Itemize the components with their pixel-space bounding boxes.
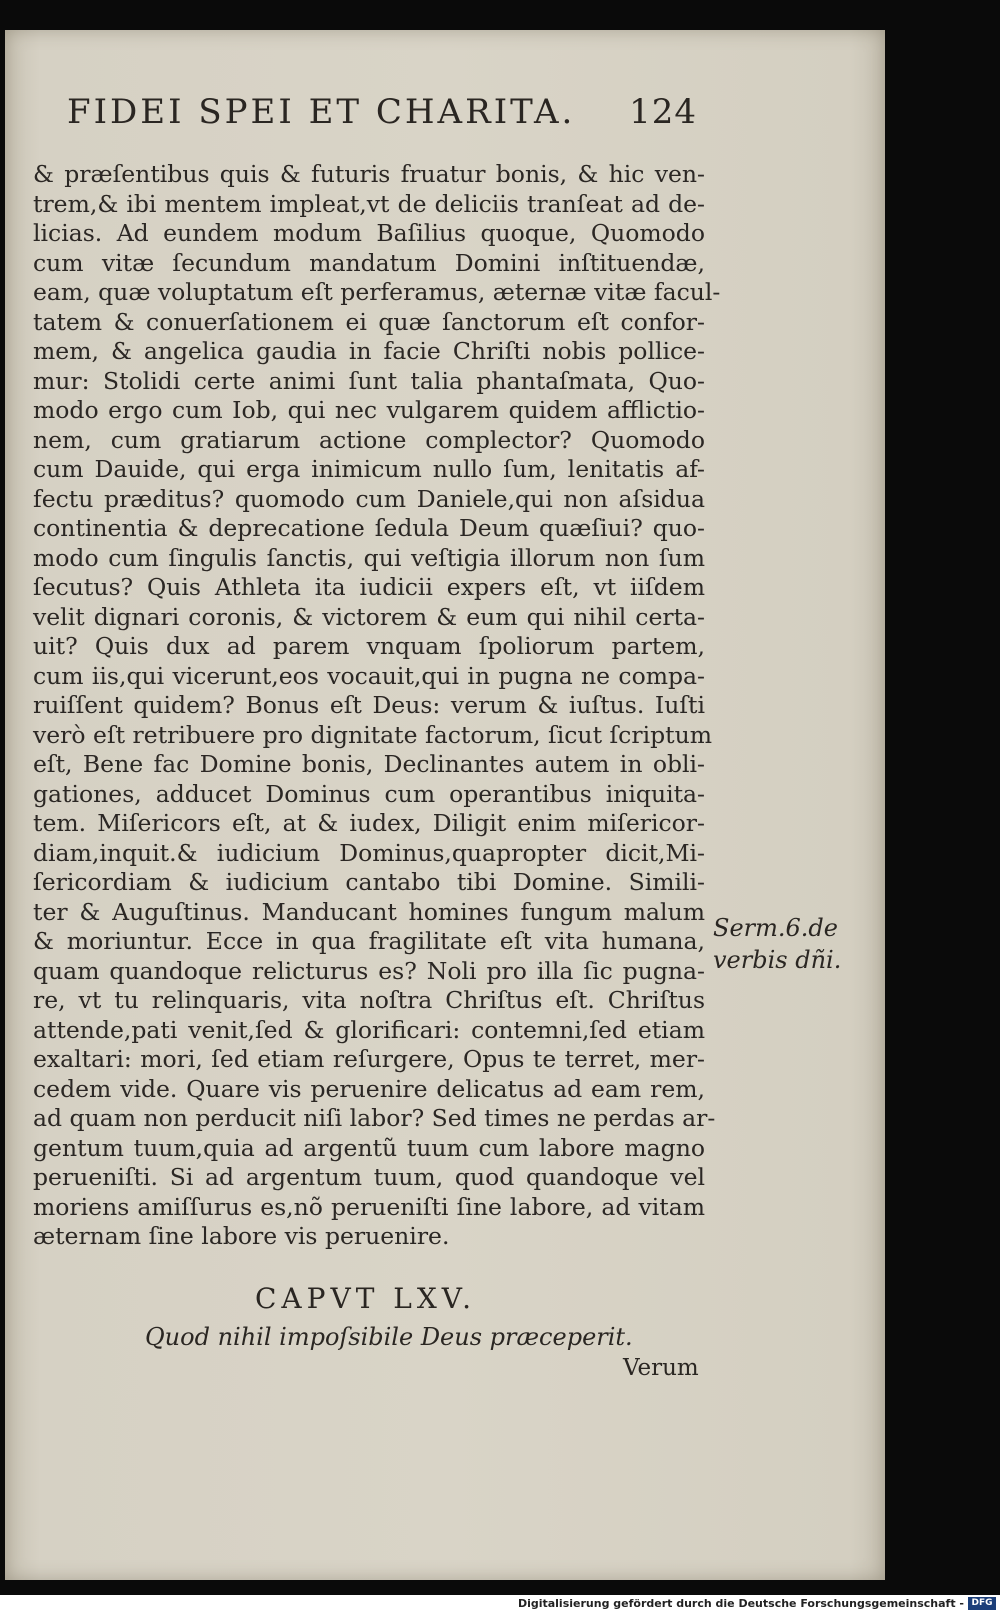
- funding-notice: Digitalisierung gefördert durch die Deutsche Forschungsgemeinschaft -: [517, 1597, 964, 1610]
- text-line: cedem vide. Quare vis peruenire delicatus ad eam rem,: [33, 1074, 705, 1103]
- dfg-logo: DFG: [968, 1597, 996, 1610]
- text-line: gentum tuum,quia ad argentũ tuum cum labore magno: [33, 1133, 705, 1162]
- text-line: ruiſſent quidem? Bonus eſt Deus: verum & iuſtus. Iuſti: [33, 691, 705, 719]
- text-line: mem, & angelica gaudia in facie Chriſti nobis pollice-: [33, 337, 705, 365]
- text-line: ter & Auguſtinus. Manducant homines fungum malum: [33, 897, 705, 926]
- text-line: æternam ſine labore vis peruenire.: [33, 1222, 450, 1250]
- text-line: & moriuntur. Ecce in qua fragilitate eſt vita humana,: [33, 927, 705, 955]
- text-line: velit dignari coronis, & victorem & eum qui nihil certa-: [33, 602, 705, 631]
- text-line: & præſentibus quis & futuris fruatur bonis, & hic ven-: [33, 160, 705, 188]
- text-line: nem, cum gratiarum actione complector? Quomodo: [33, 425, 705, 454]
- body-text: [33, 160, 721, 1252]
- text-line: ad quam non perducit niſi labor? Sed times ne perdas ar-: [33, 1104, 716, 1132]
- text-line: fectu præditus? quomodo cum Daniele,qui non aſsidua: [33, 484, 705, 513]
- text-line: tatem & conuerſationem ei quæ ſanctorum eſt confor-: [33, 307, 705, 336]
- text-line: cum Dauide, qui erga inimicum nullo ſum, lenitatis af-: [33, 455, 705, 483]
- chapter-title: Quod nihil impoſsibile Deus præceperit.: [145, 1323, 633, 1351]
- margin-note-line: Serm.6.de: [713, 914, 838, 942]
- text-line: cum vitæ ſecundum mandatum Domini inſtituendæ,: [33, 248, 705, 277]
- text-line: gationes, adducet Dominus cum operantibus iniquita-: [33, 779, 705, 808]
- text-line: attende,pati venit,ſed & glorificari: contemni,ſed etiam: [33, 1015, 705, 1044]
- text-line: exaltari: mori, ſed etiam reſurgere, Opus te terret, mer-: [33, 1045, 705, 1073]
- chapter-heading: CAPVT LXV.: [255, 1282, 477, 1315]
- text-line: ſericordiam & iudicium cantabo tibi Domine. Simili-: [33, 868, 705, 896]
- text-line: trem,& ibi mentem impleat,vt de deliciis tranſeat ad de-: [33, 189, 705, 218]
- text-line: re, vt tu relinquaris, vita noſtra Chriſtus eſt. Chriſtus: [33, 986, 705, 1014]
- text-line: licias. Ad eundem modum Baſilius quoque, Quomodo: [33, 219, 705, 247]
- text-line: mur: Stolidi certe animi ſunt talia phantaſmata, Quo-: [33, 366, 705, 395]
- text-line: continentia & deprecatione ſedula Deum quæſiui? quo-: [33, 514, 705, 542]
- text-line: diam,inquit.& iudicium Dominus,quapropter dicit,Mi-: [33, 838, 705, 867]
- text-line: perueniſti. Si ad argentum tuum, quod quandoque vel: [33, 1163, 705, 1191]
- text-line: eam, quæ voluptatum eſt perferamus, æternæ vitæ facul-: [33, 278, 721, 306]
- text-line: tem. Miſericors eſt, at & iudex, Diligit enim miſericor-: [33, 809, 705, 837]
- margin-note: [713, 912, 841, 976]
- text-line: quam quandoque relicturus es? Noli pro illa ſic pugna-: [33, 956, 705, 985]
- text-line: modo ergo cum Iob, qui nec vulgarem quidem afflictio-: [33, 396, 705, 424]
- scanned-page: [5, 30, 885, 1580]
- running-head-title: FIDEI SPEI ET CHARITA.: [67, 92, 576, 132]
- text-line: cum iis,qui vicerunt,eos vocauit,qui in pugna ne compa-: [33, 661, 705, 690]
- text-line: moriens amiſſurus es,nõ perueniſti ſine labore, ad vitam: [33, 1192, 705, 1221]
- text-line: uit? Quis dux ad parem vnquam ſpoliorum partem,: [33, 632, 705, 660]
- text-line: verò eſt retribuere pro dignitate factorum, ſicut ſcriptum: [33, 720, 712, 749]
- text-line: modo cum ſingulis ſanctis, qui veſtigia illorum non ſum: [33, 543, 705, 572]
- footer-bar: [0, 1595, 1000, 1613]
- catchword: Verum: [623, 1355, 699, 1381]
- text-line: ſecutus? Quis Athleta ita iudicii expers eſt, vt iiſdem: [33, 573, 705, 601]
- page-number: 124: [629, 92, 697, 132]
- running-head: [67, 92, 697, 132]
- margin-note-line: verbis dñi.: [713, 946, 842, 974]
- text-line: eſt, Bene fac Domine bonis, Declinantes autem in obli-: [33, 750, 705, 778]
